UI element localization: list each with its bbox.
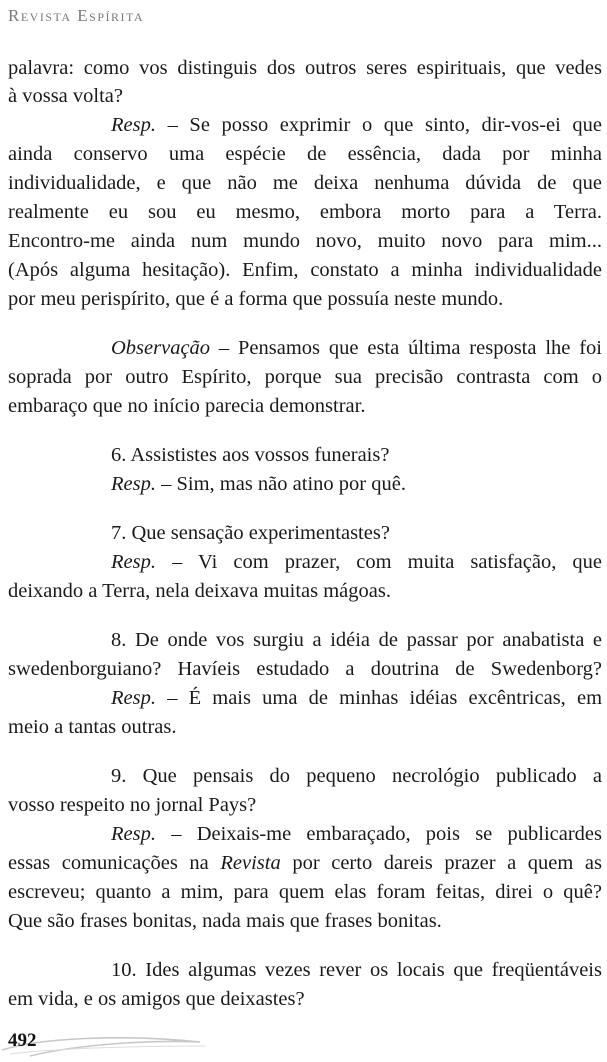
- text-line: deixando a Terra, nela deixava muitas mágoas.: [8, 580, 391, 602]
- dash: –: [172, 551, 183, 573]
- text-span: essas comunicações na: [8, 852, 209, 874]
- question-line: 7. Que sensação experimentastes?: [111, 522, 390, 544]
- text-line: vosso respeito no jornal Pays?: [8, 794, 257, 816]
- dash: –: [167, 114, 178, 136]
- text-span: Pensamos que esta última resposta lhe foi: [238, 337, 603, 359]
- text-line: Encontro-me ainda num mundo novo, muito novo para mim...: [8, 230, 602, 252]
- text-span: por certo dareis prazer a quem as: [292, 852, 603, 874]
- text-line: [8, 850, 602, 876]
- resp-label: Resp.: [111, 473, 156, 495]
- question-line: 8. De onde vos surgiu a idéia de passar por anabatista e: [111, 629, 602, 651]
- answer-line: [111, 685, 602, 711]
- resp-label: Resp.: [111, 114, 156, 136]
- text-span: Sim, mas não atino por quê.: [176, 473, 406, 495]
- text-line: swedenborguiano? Havíeis estudado a doutrina de Swedenborg?: [8, 658, 602, 680]
- text-line: individualidade, e que não me deixa nenhuma dúvida de que: [8, 172, 602, 194]
- text-line: meio a tantas outras.: [8, 716, 177, 738]
- text-line: em vida, e os amigos que deixastes?: [8, 988, 305, 1010]
- text-line: (Após alguma hesitação). Enfim, constato a minha individualidade: [8, 259, 602, 281]
- text-line: soprada por outro Espírito, porque sua precisão contrasta com o: [8, 366, 602, 388]
- dash: –: [171, 823, 182, 845]
- text-line: escreveu; quanto a mim, para quem elas foram feitas, direi o quê?: [8, 881, 602, 903]
- question-line: 6. Assististes aos vossos funerais?: [111, 444, 390, 466]
- running-header: Revista Espírita: [8, 6, 145, 25]
- revista-title: Revista: [220, 852, 281, 874]
- text-span: Deixais-me embaraçado, pois se publicardes: [196, 823, 602, 845]
- text-span: Vi com prazer, com muita satisfação, que: [198, 551, 603, 573]
- text-line: Que são frases bonitas, nada mais que frases bonitas.: [8, 910, 442, 932]
- resp-label: Resp.: [111, 823, 156, 845]
- answer-line: [111, 471, 602, 497]
- dash: –: [167, 687, 178, 709]
- question-line: 9. Que pensais do pequeno necrológio publicado a: [111, 765, 602, 787]
- resp-label: Resp.: [111, 551, 156, 573]
- text-span: É mais uma de minhas idéias excêntricas, em: [188, 687, 603, 709]
- text-span: Se posso exprimir o que sinto, dir-vos-ei que: [189, 114, 603, 136]
- resp-label: Resp.: [111, 687, 156, 709]
- answer-line: [111, 821, 602, 847]
- question-line: 10. Ides algumas vezes rever os locais que freqüentáveis: [111, 959, 602, 981]
- text-line: por meu perispírito, que é a forma que possuía neste mundo.: [8, 288, 504, 310]
- answer-line: [111, 549, 602, 575]
- dash: –: [218, 337, 230, 359]
- dash: –: [161, 473, 172, 495]
- observacao-label: Observação: [111, 337, 211, 359]
- text-line: embaraço que no início parecia demonstrar.: [8, 395, 366, 417]
- text-line: realmente eu sou eu mesmo, embora morto para a Terra.: [8, 201, 602, 223]
- text-line: à vossa volta?: [8, 85, 123, 107]
- text-line: palavra: como vos distinguis dos outros seres espirituais, que vedes: [8, 57, 602, 79]
- text-line: [111, 335, 602, 361]
- page-number: 492: [8, 1030, 37, 1051]
- text-line: ainda conservo uma espécie de essência, dada por minha: [8, 143, 602, 165]
- text-line: [111, 112, 602, 138]
